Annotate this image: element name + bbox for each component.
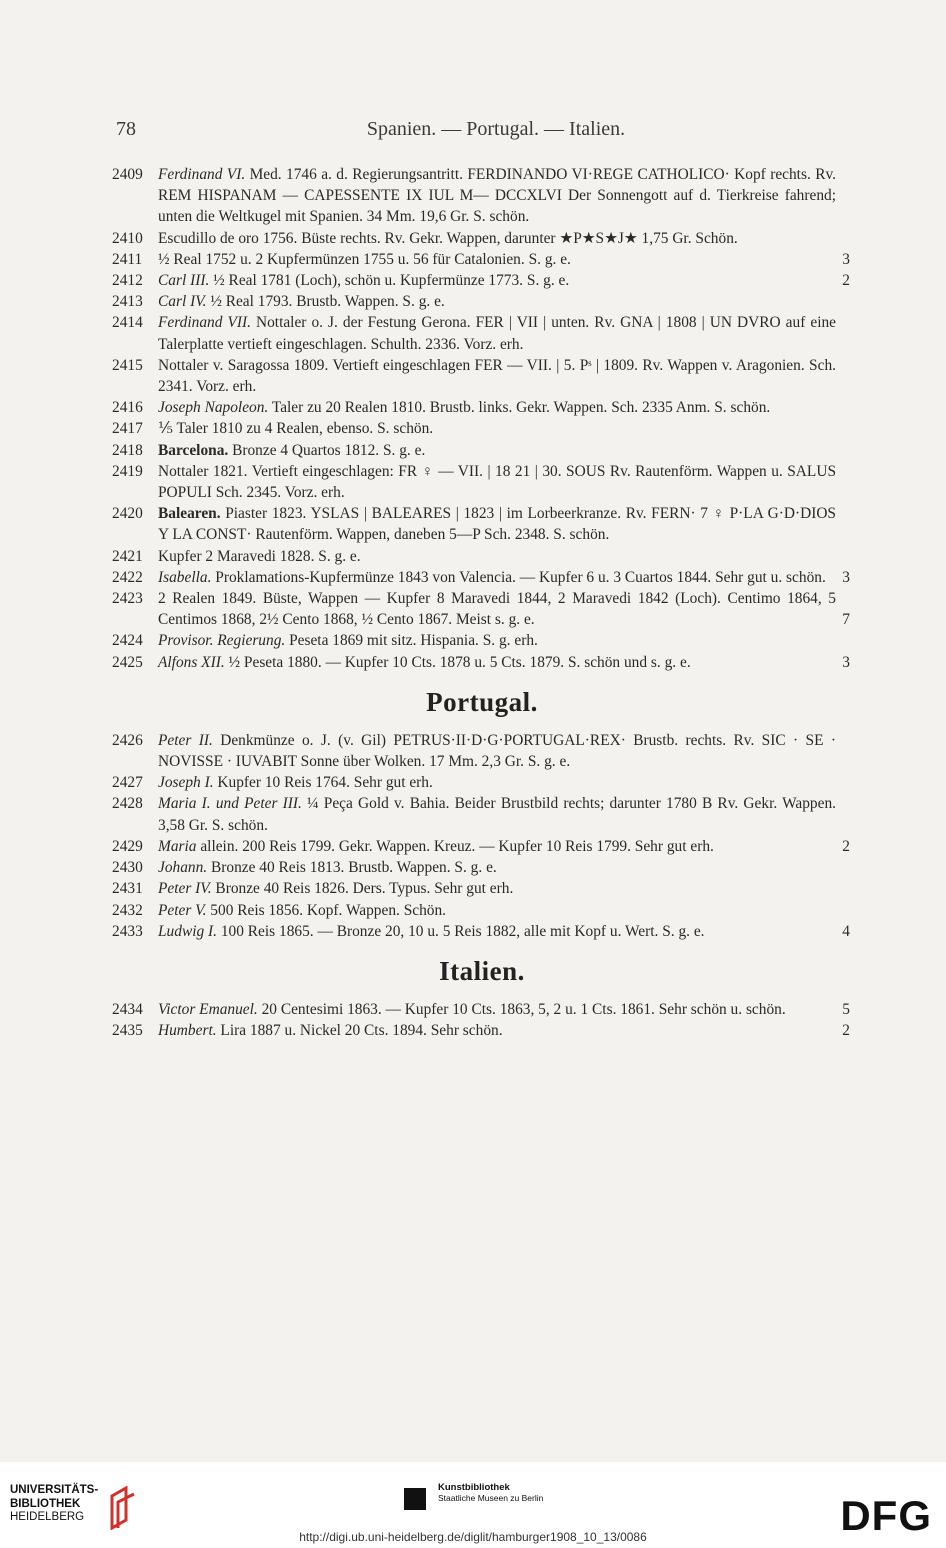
entry-number: 2425 xyxy=(112,653,143,671)
catalog-entry xyxy=(112,878,852,899)
entry-heading: Carl IV. xyxy=(158,293,207,311)
catalog-entry xyxy=(112,355,852,397)
university-library-logo[interactable] xyxy=(10,1484,140,1536)
entry-number: 2422 xyxy=(112,568,143,586)
entry-price: 2 xyxy=(842,1022,850,1040)
entry-number: 2411 xyxy=(112,250,143,268)
entry-text: Bronze 40 Reis 1813. Brustb. Wappen. S. g. e. xyxy=(207,859,497,877)
entry-heading: Joseph I. xyxy=(158,774,214,792)
entry-number: 2414 xyxy=(112,314,143,332)
permalink-url[interactable]: http://digi.ub.uni-heidelberg.de/diglit/hamburger1908_10_13/0086 xyxy=(299,1530,647,1544)
entry-number: 2423 xyxy=(112,590,143,608)
entry-text: Piaster 1823. YSLAS | BALEARES | 1823 | im Lorbeerkranze. Rv. FERN· 7 ♀ P·LA G·D·DIOS Y LA CONST· Rautenförm. Wappen, daneben 5—P Sch. 2348. S. schön. xyxy=(158,505,836,544)
entry-text: 20 Centesimi 1863. — Kupfer 10 Cts. 1863, 5, 2 u. 1 Cts. 1861. Sehr schön u. schön. xyxy=(257,1000,786,1018)
entry-heading: Ludwig I. xyxy=(158,922,218,940)
footer xyxy=(0,1462,946,1548)
entry-text: ½ Real 1781 (Loch), schön u. Kupfermünze 1773. S. g. e. xyxy=(209,272,570,290)
entries-italien xyxy=(112,999,852,1041)
entry-heading: Provisor. Regierung. xyxy=(158,632,286,650)
entry-number: 2435 xyxy=(112,1022,143,1040)
entry-text: Kupfer 10 Reis 1764. Sehr gut erh. xyxy=(213,774,433,792)
entry-number: 2426 xyxy=(112,731,143,749)
catalog-entry xyxy=(112,291,852,312)
catalog-entry xyxy=(112,1020,852,1041)
entry-price: 3 xyxy=(842,250,850,268)
entry-text: ¼ Peça Gold v. Bahia. Beider Brustbild rechts; darunter 1780 B Rv. Gekr. Wappen. 3,58 Gr. S. schön. xyxy=(158,795,836,834)
catalog-entry xyxy=(112,630,852,651)
page-header xyxy=(116,118,846,144)
catalog-entry xyxy=(112,857,852,878)
entry-number: 2413 xyxy=(112,293,143,311)
entry-number: 2433 xyxy=(112,922,143,940)
entry-text: Peseta 1869 mit sitz. Hispania. S. g. erh. xyxy=(285,632,538,650)
uni-line-2: BIBLIOTHEK xyxy=(10,1497,81,1510)
catalog-entry xyxy=(112,567,852,588)
entry-number: 2410 xyxy=(112,229,143,247)
entry-text: Nottaler o. J. der Festung Gerona. FER | VII | unten. Rv. GNA | 1808 | UN DVRO auf eine Talerplatte vertieft eingeschlagen. Schulth. 2336. Vorz. erh. xyxy=(158,314,837,353)
entry-heading: Humbert. xyxy=(158,1022,217,1040)
entry-price: 2 xyxy=(842,837,850,855)
entry-heading: Johann. xyxy=(158,859,208,877)
entry-number: 2417 xyxy=(112,420,143,438)
entries-portugal xyxy=(112,730,852,942)
entry-heading: Barcelona. xyxy=(158,441,229,459)
entry-price: 3 xyxy=(842,653,850,671)
entry-number: 2409 xyxy=(112,166,143,183)
entry-number: 2412 xyxy=(112,272,143,290)
uni-emblem-icon xyxy=(106,1486,138,1530)
entry-heading: Isabella. xyxy=(158,568,212,586)
catalog-entry xyxy=(112,730,852,772)
catalog-entry xyxy=(112,999,852,1020)
catalog-entry xyxy=(112,461,852,503)
uni-logo-text xyxy=(10,1484,98,1525)
entry-number: 2415 xyxy=(112,356,143,374)
entry-number: 2429 xyxy=(112,837,143,855)
entry-text: ⅕ Taler 1810 zu 4 Realen, ebenso. S. schön. xyxy=(158,420,434,438)
section-title-italien: Italien. xyxy=(439,955,525,986)
dfg-logo[interactable]: DFG xyxy=(840,1492,932,1539)
catalog-entry xyxy=(112,921,852,942)
entry-number: 2427 xyxy=(112,774,143,792)
catalog-entry xyxy=(112,793,852,835)
entry-number: 2434 xyxy=(112,1000,143,1018)
kunstbibliothek-logo[interactable] xyxy=(404,1482,564,1512)
entry-number: 2431 xyxy=(112,880,143,898)
entry-text: ½ Peseta 1880. — Kupfer 10 Cts. 1878 u. 5 Cts. 1879. S. schön und s. g. e. xyxy=(224,653,691,671)
entry-number: 2418 xyxy=(112,441,143,459)
entry-text: Bronze 40 Reis 1826. Ders. Typus. Sehr gut erh. xyxy=(211,880,514,898)
uni-line-1: UNIVERSITÄTS- xyxy=(10,1484,99,1496)
entry-text: Lira 1887 u. Nickel 20 Cts. 1894. Sehr schön. xyxy=(216,1022,503,1040)
entry-text: ½ Real 1752 u. 2 Kupfermünzen 1755 u. 56 für Catalonien. S. g. e. xyxy=(158,250,571,268)
entry-text: Bronze 4 Quartos 1812. S. g. e. xyxy=(228,441,426,459)
catalog-entry xyxy=(112,652,852,673)
catalog-entry xyxy=(112,228,852,249)
entry-text: Escudillo de oro 1756. Büste rechts. Rv. Gekr. Wappen, darunter ★P★S★J★ 1,75 Gr. Schön. xyxy=(158,229,738,247)
entry-heading: Peter II. xyxy=(158,731,213,749)
catalog-entry xyxy=(112,900,852,921)
entry-price: 5 xyxy=(842,1000,850,1018)
entry-price: 4 xyxy=(842,922,850,940)
entry-heading: Carl III. xyxy=(158,272,210,290)
entry-text: allein. 200 Reis 1799. Gekr. Wappen. Kreuz. — Kupfer 10 Reis 1799. Sehr gut erh. xyxy=(196,837,714,855)
entry-text: Kupfer 2 Maravedi 1828. S. g. e. xyxy=(158,547,361,565)
running-title: Spanien. — Portugal. — Italien. xyxy=(366,118,626,140)
catalog-entry xyxy=(112,164,852,228)
entry-heading: Maria I. und Peter III. xyxy=(158,795,302,813)
entry-heading: Victor Emanuel. xyxy=(158,1000,258,1018)
kb-name: Kunstbibliothek xyxy=(438,1482,510,1493)
page-number: 78 xyxy=(116,118,136,140)
entry-text: Nottaler v. Saragossa 1809. Vertieft eingeschlagen FER — VII. | 5. Pˢ | 1809. Rv. Wappen v. Aragonien. Sch. 2341. Vorz. erh. xyxy=(158,356,836,396)
catalog-entry xyxy=(112,270,852,291)
permalink-line xyxy=(0,1530,946,1544)
catalog-entry xyxy=(112,312,852,354)
catalog-entry xyxy=(112,397,852,418)
catalog-entry xyxy=(112,418,852,439)
entry-number: 2432 xyxy=(112,901,143,919)
entry-number: 2420 xyxy=(112,505,143,523)
entry-text: 500 Reis 1856. Kopf. Wappen. Schön. xyxy=(206,901,447,919)
entry-text: Denkmünze o. J. (v. Gil) PETRUS·II·D·G·PORTUGAL·REX· Brustb. rechts. Rv. SIC · SE · NOVISSE · IUVABIT Sonne über Wolken. 17 Mm. 2,3 Gr. S. g. e. xyxy=(158,731,837,771)
uni-line-3: HEIDELBERG xyxy=(10,1511,85,1523)
kb-square-icon xyxy=(404,1488,426,1510)
catalog-content xyxy=(112,164,852,1041)
entries-spanien xyxy=(112,164,852,673)
catalog-entry xyxy=(112,546,852,567)
entry-heading: Peter IV. xyxy=(158,880,212,898)
entry-price: 3 xyxy=(842,568,850,586)
catalog-entry xyxy=(112,440,852,461)
entry-heading: Alfons XII. xyxy=(158,653,225,671)
entry-number: 2430 xyxy=(112,859,143,877)
catalog-entry xyxy=(112,772,852,793)
catalog-entry xyxy=(112,588,852,630)
entry-number: 2424 xyxy=(112,632,143,650)
catalog-entry xyxy=(112,836,852,857)
section-title-portugal: Portugal. xyxy=(426,686,538,717)
entry-heading: Peter V. xyxy=(158,901,207,919)
catalog-entry xyxy=(112,249,852,270)
entry-text: 100 Reis 1865. — Bronze 20, 10 u. 5 Reis 1882, alle mit Kopf u. Wert. S. g. e. xyxy=(217,922,705,940)
entry-text: Nottaler 1821. Vertieft eingeschlagen: FR ♀ — VII. | 18 21 | 30. SOUS Rv. Rautenförm. Wappen u. SALUS POPULI Sch. 2345. Vorz. erh. xyxy=(158,462,836,502)
entry-price: 2 xyxy=(842,272,850,290)
entry-number: 2428 xyxy=(112,795,143,813)
entry-text: ½ Real 1793. Brustb. Wappen. S. g. e. xyxy=(206,293,445,311)
catalog-entry xyxy=(112,503,852,545)
entry-text: Med. 1746 a. d. Regierungsantritt. FERDINANDO VI·REGE CATHOLICO· Kopf rechts. Rv. REM HISPANAM — CAPESSENTE IX IUL M— DCCXLVI Der Sonnengott auf d. Tierkreise fahrend; unten die Weltkugel mit Spanien. 34 Mm. 19,6 Gr. S. schön. xyxy=(158,166,836,226)
entry-heading: Maria xyxy=(158,837,197,855)
entry-heading: Joseph Napoleon. xyxy=(158,399,269,417)
entry-price: 7 xyxy=(842,611,850,629)
entry-text: Proklamations-Kupfermünze 1843 von Valencia. — Kupfer 6 u. 3 Cuartos 1844. Sehr gut u. schön. xyxy=(211,568,826,586)
entry-text: 2 Realen 1849. Büste, Wappen — Kupfer 8 Maravedi 1844, 2 Maravedi 1842 (Loch). Centimo 1864, 5 Centimos 1868, 2½ Cento 1868, ½ Cento 1867. Meist s. g. e. xyxy=(158,590,836,629)
entry-text: Taler zu 20 Realen 1810. Brustb. links. Gekr. Wappen. Sch. 2335 Anm. S. schön. xyxy=(268,399,771,417)
kb-sub: Staatliche Museen zu Berlin xyxy=(438,1493,544,1503)
entry-number: 2421 xyxy=(112,547,143,565)
entry-number: 2419 xyxy=(112,462,143,480)
entry-heading: Ferdinand VI. xyxy=(158,166,246,183)
entry-heading: Balearen. xyxy=(158,505,221,523)
kb-text xyxy=(438,1482,543,1504)
entry-heading: Ferdinand VII. xyxy=(158,314,251,332)
entry-number: 2416 xyxy=(112,399,143,417)
